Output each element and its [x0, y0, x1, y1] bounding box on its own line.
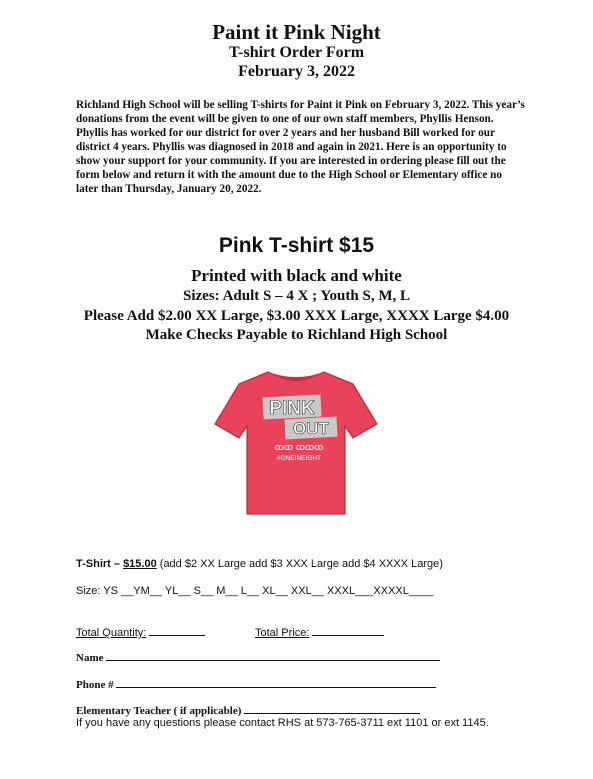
- price-heading: Pink T-shirt $15: [218, 234, 375, 257]
- total-quantity-blank[interactable]: [149, 625, 205, 636]
- form-subtitle: T-shirt Order Form: [228, 44, 365, 61]
- pink-text: PINK: [269, 398, 315, 419]
- printed-note: Printed with black and white: [191, 266, 402, 285]
- total-price-label: Total Price:: [255, 627, 310, 639]
- tshirt-price: $15.00: [123, 558, 157, 570]
- tshirt-price-note: (add $2 XX Large add $3 XXX Large add $4 XXXX Large): [156, 558, 443, 570]
- tshirt-label: T-Shirt –: [76, 558, 124, 570]
- checks-payable-note: Make Checks Payable to Richland High School: [145, 327, 448, 343]
- name-label: Name: [76, 652, 104, 664]
- hashtag-text: #ONEINEIGHT: [276, 455, 322, 462]
- total-quantity-label: Total Quantity:: [76, 627, 147, 639]
- addon-pricing: Please Add $2.00 XX Large, $3.00 XXX Large, XXXX Large $4.00: [83, 308, 510, 324]
- page-title: Paint it Pink Night: [212, 20, 381, 44]
- total-price-field[interactable]: [255, 625, 384, 639]
- teacher-label: Elementary Teacher ( if applicable): [76, 705, 242, 717]
- tshirt-image: [213, 366, 379, 516]
- phone-field[interactable]: [76, 677, 436, 691]
- contact-info: If you have any questions please contact RHS at 573-765-3711 ext 1101 or ext 1145.: [76, 717, 489, 729]
- phone-label: Phone #: [76, 679, 114, 691]
- name-blank[interactable]: [106, 650, 440, 661]
- out-text: OUT: [293, 419, 329, 438]
- total-quantity-field[interactable]: [76, 625, 205, 639]
- teacher-blank[interactable]: [244, 703, 420, 714]
- size-selection-line[interactable]: Size: YS __YM__ YL__ S__ M__ L__ XL__ XXL__ XXXL___XXXXL____: [76, 585, 434, 597]
- phone-blank[interactable]: [116, 677, 436, 688]
- name-field[interactable]: [76, 650, 440, 664]
- teacher-field[interactable]: [76, 703, 420, 717]
- tshirt-price-line: [76, 558, 443, 570]
- ribbons-row: ꝏꝏ ꝏꝏꝏ: [274, 443, 324, 453]
- sizes-note: Sizes: Adult S – 4 X ; Youth S, M, L: [183, 288, 410, 304]
- intro-paragraph: Richland High School will be selling T-shirts for Paint it Pink on February 3, 2022. This year’s donations from the event will be given to one of our own staff members, Phyllis Henson. Phyllis has worked for our district for over 2 years and her husband Bill worked for our district 4 years. Phyllis was diagnosed in 2018 and again in 2021. Here is an opportunity to show your support for your community. If you are interested in ordering please fill out the form below and return it with the amount due to the High School or Elementary office no later than Thursday, January 20, 2022.: [76, 99, 525, 195]
- total-price-blank[interactable]: [312, 625, 384, 636]
- event-date: February 3, 2022: [238, 63, 355, 80]
